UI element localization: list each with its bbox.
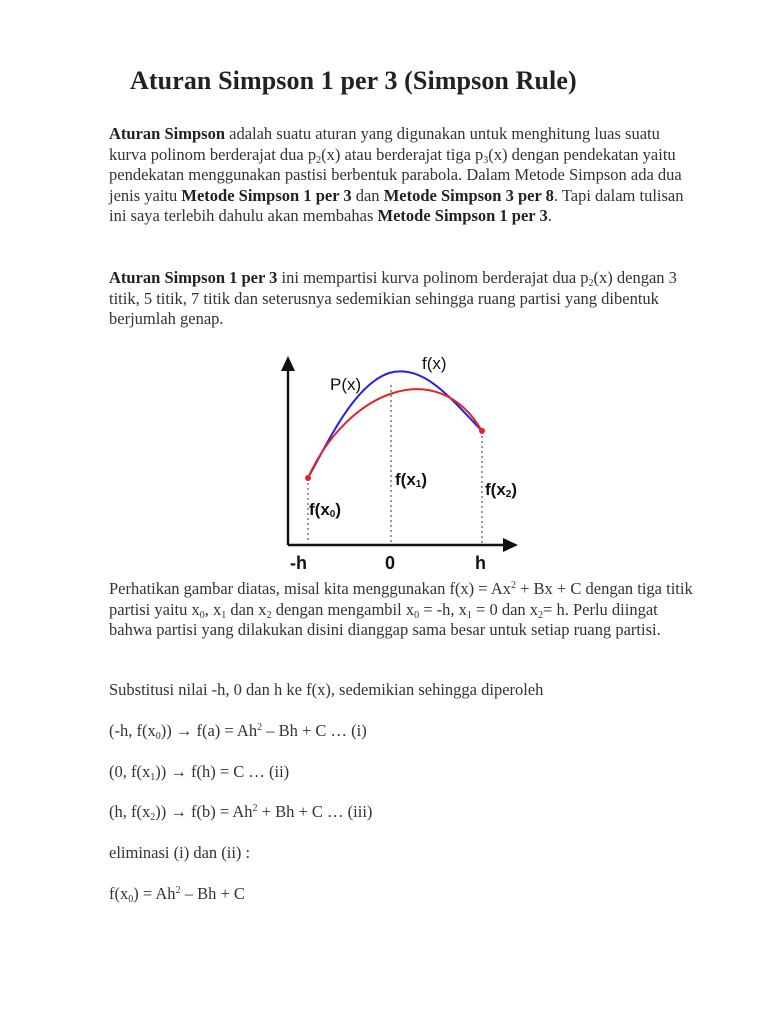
simpson-figure — [260, 345, 524, 573]
substitution-paragraph: Substitusi nilai -h, 0 dan h ke f(x), sedemikian sehingga diperoleh — [109, 680, 544, 699]
label-fx: f(x) — [422, 354, 447, 373]
label-fx1: f(x1) — [395, 470, 428, 490]
elimination-heading: eliminasi (i) dan (ii) : — [109, 843, 251, 862]
intro-paragraph: Aturan Simpson adalah suatu aturan yang digunakan untuk menghitung luas suatu kurva polinom berderajat dua $p_2(x)$ atau berderajat tiga $p_3(x)$ dengan pendekatan yaitu pendekatan menggunakan pastisi berbentuk parabola. Dalam Metode Simpson ada dua jenis yaitu Metode Simpson 1 per 3 dan Metode Simpson 3 per 8. Tapi dalam tulisan ini saya terlebih dahulu akan membahas Metode Simpson 1 per 3. — [109, 124, 684, 225]
example-paragraph: Perhatikan gambar diatas, misal kita menggunakan $f(x) = Ax^2 + Bx + C$ dengan tiga titik partisi yaitu $x_0$, $x_1$ dan $x_2$ dengan mengambil $x_0 = -h$, $x_1 = 0$ dan $x_2= h$. Perlu diingat bahwa partisi yang dilakukan disini dianggap sama besar untuk setiap ruang partisi. — [109, 579, 693, 639]
bold-term: Metode Simpson 1 per 3 — [181, 185, 352, 205]
bold-term: Aturan Simpson 1 per 3 — [109, 268, 278, 287]
label-fx0: f(x0) — [309, 500, 342, 520]
tick-neg-h: -h — [290, 553, 307, 573]
y-axis-arrow — [281, 356, 295, 371]
px-curve — [308, 389, 482, 478]
x-axis-arrow — [503, 538, 518, 552]
label-px: P(x) — [330, 375, 362, 394]
label-fx2: f(x2) — [485, 480, 518, 500]
equation-iii: (h, $f(x_2)) \to f(b) = Ah^2 + Bh + C$ … (iii) — [109, 802, 373, 823]
equation-fx0: $f(x_0) = Ah^2 - Bh + C$ — [109, 884, 245, 905]
equation-ii: (0, $f(x_1)) \to f(h) = C$ … (ii) — [109, 762, 290, 783]
point-x2 — [479, 428, 485, 434]
tick-zero: 0 — [385, 553, 396, 573]
point-x0 — [305, 475, 311, 481]
equation-i: (-h, $f(x_0)) \to f(a) = Ah^2 - Bh + C$ … (i) — [109, 721, 367, 742]
partition-paragraph: Aturan Simpson 1 per 3 ini mempartisi kurva polinom berderajat dua $p_2(x)$ dengan 3 titik, 5 titik, 7 titik dan seterusnya sedemikian sehingga ruang partisi yang dibentuk berjumlah genap. — [109, 268, 677, 328]
bold-term: Metode Simpson 1 per 3 — [377, 206, 548, 225]
bold-term: Metode Simpson 3 per 8 — [383, 185, 554, 205]
tick-h: h — [475, 553, 486, 573]
page-title: Aturan Simpson 1 per 3 (Simpson Rule) — [130, 66, 577, 95]
bold-term: Aturan Simpson — [109, 124, 225, 143]
